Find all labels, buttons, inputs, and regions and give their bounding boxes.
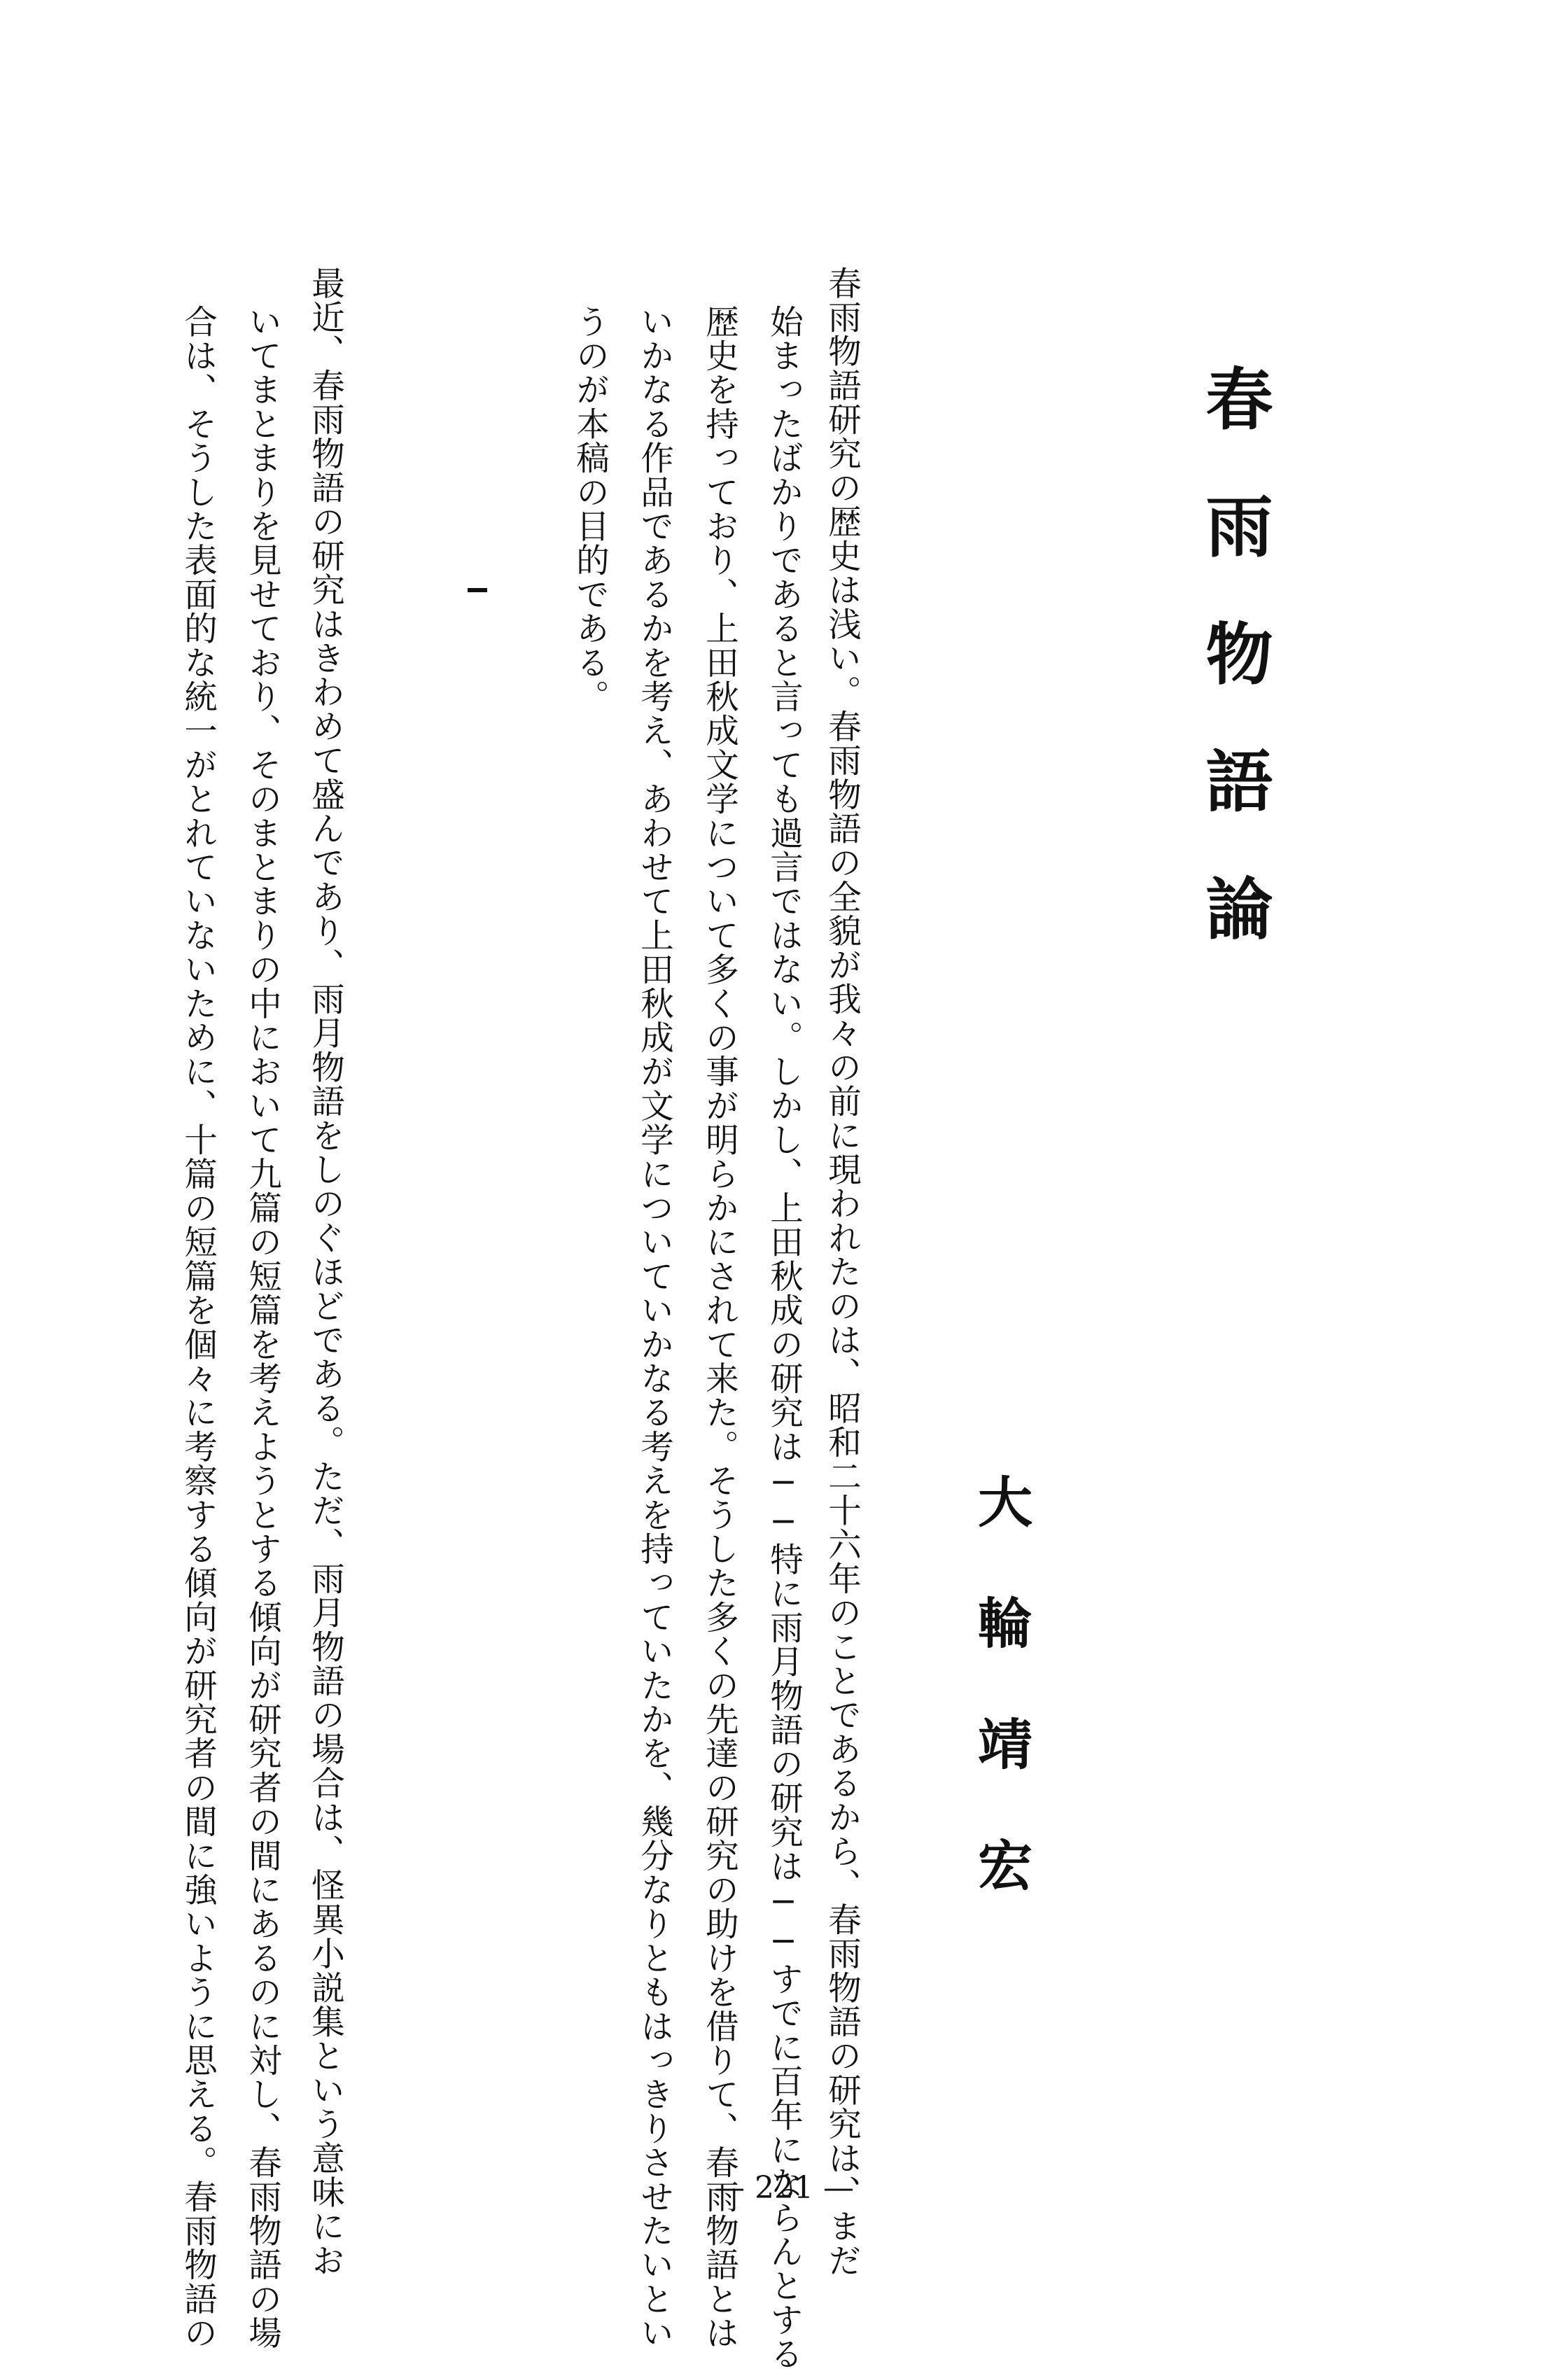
- page-number: — 221 —: [714, 2170, 854, 2206]
- section-number: [468, 588, 487, 592]
- article-title: 春雨物語論: [1195, 364, 1274, 1001]
- intro-line-5: うのが本稿の目的である。: [570, 305, 609, 714]
- section-line-1: 最近、春雨物語の研究はきわめて盛んであり、雨月物語をしのぐほどである。ただ、雨月物語の場合は、怪異小説集という意味にお: [305, 266, 344, 2278]
- intro-line-1: 春雨物語研究の歴史は浅い。春雨物語の全貌が我々の前に現われたのは、昭和二十六年のことであるから、春雨物語の研究は、まだ: [822, 266, 861, 2278]
- section-line-3: 合は、そうした表面的な統一がとれていないために、十篇の短篇を個々に考察する傾向が研究者の間に強いように思える。春雨物語の: [178, 305, 217, 2350]
- author-name: 大輪靖宏: [969, 1474, 1032, 1958]
- intro-line-4: いかなる作品であるかを考え、あわせて上田秋成が文学についていかなる考えを持っていたかを、幾分なりともはっきりさせたいとい: [634, 305, 673, 2350]
- intro-line-2: 始まったばかりであると言っても過言ではない。しかし、上田秋成の研究は──特に雨月物語の研究は──すでに百年にならんとする: [764, 305, 803, 2371]
- intro-line-3: 歴史を持っており、上田秋成文学について多くの事が明らかにされて来た。そうした多くの先達の研究の助けを借りて、春雨物語とは: [699, 305, 738, 2350]
- section-line-2: いてまとまりを見せており、そのまとまりの中において九篇の短篇を考えようとする傾向が研究者の間にあるのに対し、春雨物語の場: [242, 305, 281, 2350]
